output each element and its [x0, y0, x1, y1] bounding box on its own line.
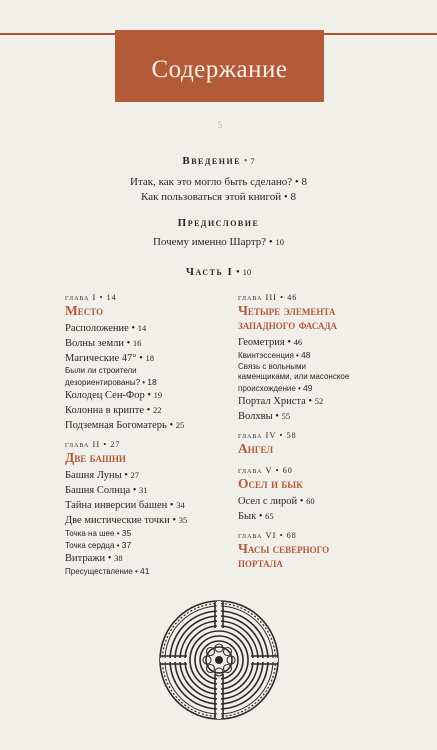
entry-page: 48	[301, 350, 311, 360]
toc-entry[interactable]	[65, 498, 245, 513]
separator-dot: •	[284, 337, 294, 348]
separator-dot: •	[293, 351, 302, 360]
entry-line	[238, 335, 418, 350]
entry-line	[65, 388, 245, 403]
toc-entry[interactable]	[238, 494, 418, 509]
chapter-title[interactable]	[238, 542, 418, 570]
separator-dot: •	[272, 465, 283, 475]
introduction-page: 7	[250, 156, 255, 166]
entry-line	[65, 528, 245, 540]
entry-line	[65, 468, 245, 483]
chapter-gap	[238, 573, 418, 579]
separator-dot: •	[256, 511, 266, 522]
separator-dot: •	[140, 377, 148, 387]
entry-page: 25	[175, 420, 185, 430]
entry-label: происхождение	[238, 383, 296, 393]
entry-line	[65, 540, 245, 552]
separator-dot: •	[169, 515, 179, 526]
entry-label: Почему именно Шартр?	[152, 236, 267, 248]
labyrinth-icon	[157, 598, 281, 722]
chapter-page: 46	[287, 293, 298, 302]
entry-line	[65, 483, 245, 498]
separator-dot: •	[276, 430, 287, 440]
entry-page: 60	[306, 496, 315, 506]
separator-dot: •	[272, 411, 282, 422]
separator-dot: •	[294, 176, 302, 188]
entry-label: Волны земли	[65, 338, 124, 349]
entry-label: Расположение	[65, 323, 129, 334]
chapter-label[interactable]	[238, 430, 418, 440]
separator-dot: •	[100, 439, 111, 449]
entry-label: Были ли строители	[65, 366, 137, 375]
entry-label: Колонна в крипте	[65, 405, 145, 416]
entry-line	[65, 418, 245, 433]
entry-label: Квинтэссенция	[238, 351, 294, 360]
separator-dot: •	[277, 292, 288, 302]
toc-entry[interactable]	[65, 366, 245, 388]
entry-page: 46	[293, 337, 303, 347]
entry-page: 16	[132, 338, 142, 348]
toc-entry[interactable]	[238, 509, 418, 524]
title-box	[115, 30, 324, 102]
toc-entry[interactable]	[238, 362, 418, 395]
chapter-number: глава IV	[238, 430, 277, 440]
chapter-title-line: Часы северного	[238, 541, 330, 556]
entry-label: дезориентированы?	[65, 377, 141, 387]
chapter-title-line: Место	[65, 303, 104, 318]
chapter-number: глава VI	[238, 530, 277, 540]
toc-entry[interactable]	[238, 350, 418, 362]
entry-page: 38	[114, 553, 123, 563]
entry-page: 18	[145, 353, 154, 363]
entry-page: 49	[303, 382, 313, 393]
toc-entry[interactable]	[65, 418, 245, 433]
entry-label: Две мистические точки	[65, 515, 170, 526]
chapter-page: 58	[286, 431, 297, 440]
separator-dot: •	[283, 191, 291, 203]
entry-label: Портал Христа	[238, 396, 306, 407]
chapter-label[interactable]	[238, 530, 418, 540]
entry-page: 8	[301, 176, 307, 188]
entry-label: Бык	[238, 511, 257, 522]
toc-entry[interactable]	[65, 551, 245, 566]
entry-line	[238, 394, 418, 409]
chapter-title[interactable]	[238, 442, 418, 456]
toc-entry[interactable]	[65, 336, 245, 351]
separator-dot: •	[130, 485, 140, 496]
chapter-number: глава II	[65, 439, 101, 449]
toc-entry[interactable]	[238, 409, 418, 424]
toc-entry[interactable]	[65, 403, 245, 418]
toc-entry[interactable]	[238, 335, 418, 350]
toc-entry[interactable]	[65, 540, 245, 552]
chapter-title-line: западного фасада	[238, 317, 338, 332]
separator-dot: •	[128, 323, 138, 334]
entry-line	[65, 351, 245, 366]
separator-dot: •	[268, 236, 276, 248]
entry-label: Магические 47°	[65, 353, 137, 364]
toc-part[interactable]	[0, 266, 437, 278]
entry-label: Башня Солнца	[65, 485, 131, 496]
entry-page: 41	[140, 566, 150, 576]
separator-dot: •	[121, 470, 131, 481]
entry-page: 8	[290, 191, 296, 203]
entry-label: Подземная Богоматерь	[65, 420, 167, 431]
chapter-number: глава III	[238, 292, 277, 302]
entry-line	[238, 362, 418, 373]
chapter-label[interactable]	[238, 292, 418, 302]
toc-entry[interactable]	[0, 176, 437, 188]
entry-label: Связь с вольными	[238, 361, 306, 371]
entry-line	[65, 377, 245, 389]
separator-dot: •	[123, 338, 133, 349]
toc-entry[interactable]	[65, 388, 245, 403]
chapter-number: глава V	[238, 465, 273, 475]
entry-line	[65, 498, 245, 513]
entry-label: каменщиками, или масонское	[238, 372, 350, 381]
entry-line	[238, 350, 418, 362]
entry-label: Точка сердца	[65, 540, 115, 550]
entry-line	[238, 409, 418, 424]
toc-entry[interactable]	[65, 528, 245, 540]
entry-line	[65, 551, 245, 566]
chapter-page: 60	[282, 466, 293, 475]
entry-label: Итак, как это могло быть сделано?	[130, 176, 293, 188]
entry-label: Геометрия	[238, 337, 285, 348]
separator-dot: •	[144, 390, 154, 401]
entry-label: Как пользоваться этой книгой	[141, 191, 282, 203]
entry-line	[238, 509, 418, 524]
chapter-title[interactable]	[65, 451, 245, 465]
page-number: 5	[217, 120, 223, 130]
entry-line	[65, 566, 245, 578]
separator-dot: •	[297, 496, 307, 507]
entry-page: 35	[178, 515, 188, 525]
toc-entry[interactable]	[65, 351, 245, 366]
entry-label: Колодец Сен-Фор	[65, 390, 145, 401]
toc-entry[interactable]	[65, 468, 245, 483]
entry-label: Тайна инверсии башен	[65, 500, 168, 511]
separator-dot: •	[132, 567, 141, 576]
toc-entry[interactable]	[65, 566, 245, 578]
chapter-label[interactable]	[65, 439, 245, 449]
separator-dot: •	[166, 420, 176, 431]
chapter-title-line: Четыре элемента	[238, 303, 336, 318]
chapter-page: 27	[110, 440, 121, 449]
entry-label: Витражи	[65, 553, 106, 564]
entry-page: 65	[265, 511, 274, 521]
chapter-title[interactable]	[238, 304, 418, 332]
separator-dot: •	[236, 266, 243, 278]
chapter-title[interactable]	[65, 304, 245, 318]
toc-introduction[interactable]	[0, 155, 437, 167]
entry-label: Пресуществление	[65, 567, 133, 576]
entry-page: 14	[137, 323, 147, 333]
entry-page: 34	[176, 500, 185, 510]
toc-entry[interactable]	[0, 236, 437, 248]
separator-dot: •	[305, 396, 315, 407]
entry-page: 37	[121, 539, 132, 550]
chapter-label[interactable]	[238, 465, 418, 475]
entry-page: 55	[281, 411, 291, 421]
chapter-title-line: Ангел	[238, 441, 274, 456]
entry-page: 27	[130, 470, 140, 480]
separator-dot: •	[105, 553, 115, 564]
toc-entry[interactable]	[65, 321, 245, 336]
chapter-title-line: Две башни	[65, 450, 126, 465]
part-label: Часть I	[185, 266, 234, 278]
entry-page: 22	[152, 405, 162, 415]
separator-dot: •	[136, 353, 146, 364]
introduction-label: Введение	[182, 155, 242, 167]
chapter-title-line: портала	[238, 555, 283, 570]
separator-dot: •	[114, 529, 122, 538]
entry-page: 18	[147, 376, 157, 387]
separator-dot: •	[276, 530, 287, 540]
part-page: 10	[242, 267, 252, 277]
entry-line	[65, 403, 245, 418]
entry-page: 10	[275, 237, 285, 247]
toc-entry[interactable]	[238, 394, 418, 409]
toc-entry[interactable]	[0, 191, 437, 203]
entry-label: Волхвы	[238, 411, 273, 422]
entry-label: Осел с лирой	[238, 496, 298, 507]
entry-line	[65, 336, 245, 351]
chapter-label[interactable]	[65, 292, 245, 302]
entry-line	[65, 366, 245, 377]
chapter-title-line: Осел и бык	[238, 476, 303, 491]
separator-dot: •	[114, 540, 122, 550]
entry-page: 31	[139, 485, 148, 495]
toc-entry[interactable]	[65, 513, 245, 528]
toc-column-right	[238, 292, 418, 579]
entry-line	[238, 372, 418, 383]
chapter-page: 14	[106, 293, 117, 302]
separator-dot: •	[96, 292, 107, 302]
entry-line	[238, 383, 418, 395]
toc-column-left	[65, 292, 245, 584]
chapter-gap	[65, 578, 245, 584]
separator-dot: •	[295, 383, 304, 393]
entry-line	[65, 321, 245, 336]
entry-page: 35	[121, 528, 132, 538]
entry-page: 52	[314, 396, 324, 406]
chapter-page: 68	[286, 531, 297, 540]
page-title: Содержание	[151, 56, 288, 83]
chapter-title[interactable]	[238, 477, 418, 491]
separator-dot: •	[144, 405, 153, 416]
entry-line	[65, 513, 245, 528]
entry-page: 19	[153, 390, 163, 400]
chapter-number: глава I	[65, 292, 97, 302]
entry-label: Точка на шее	[65, 529, 115, 538]
preface-label: Предисловие	[177, 217, 260, 229]
toc-entry[interactable]	[65, 483, 245, 498]
entry-label: Башня Луны	[65, 470, 122, 481]
separator-dot: •	[167, 500, 177, 511]
entry-line	[238, 494, 418, 509]
toc-preface[interactable]	[0, 217, 437, 229]
separator-dot: •	[243, 155, 251, 167]
